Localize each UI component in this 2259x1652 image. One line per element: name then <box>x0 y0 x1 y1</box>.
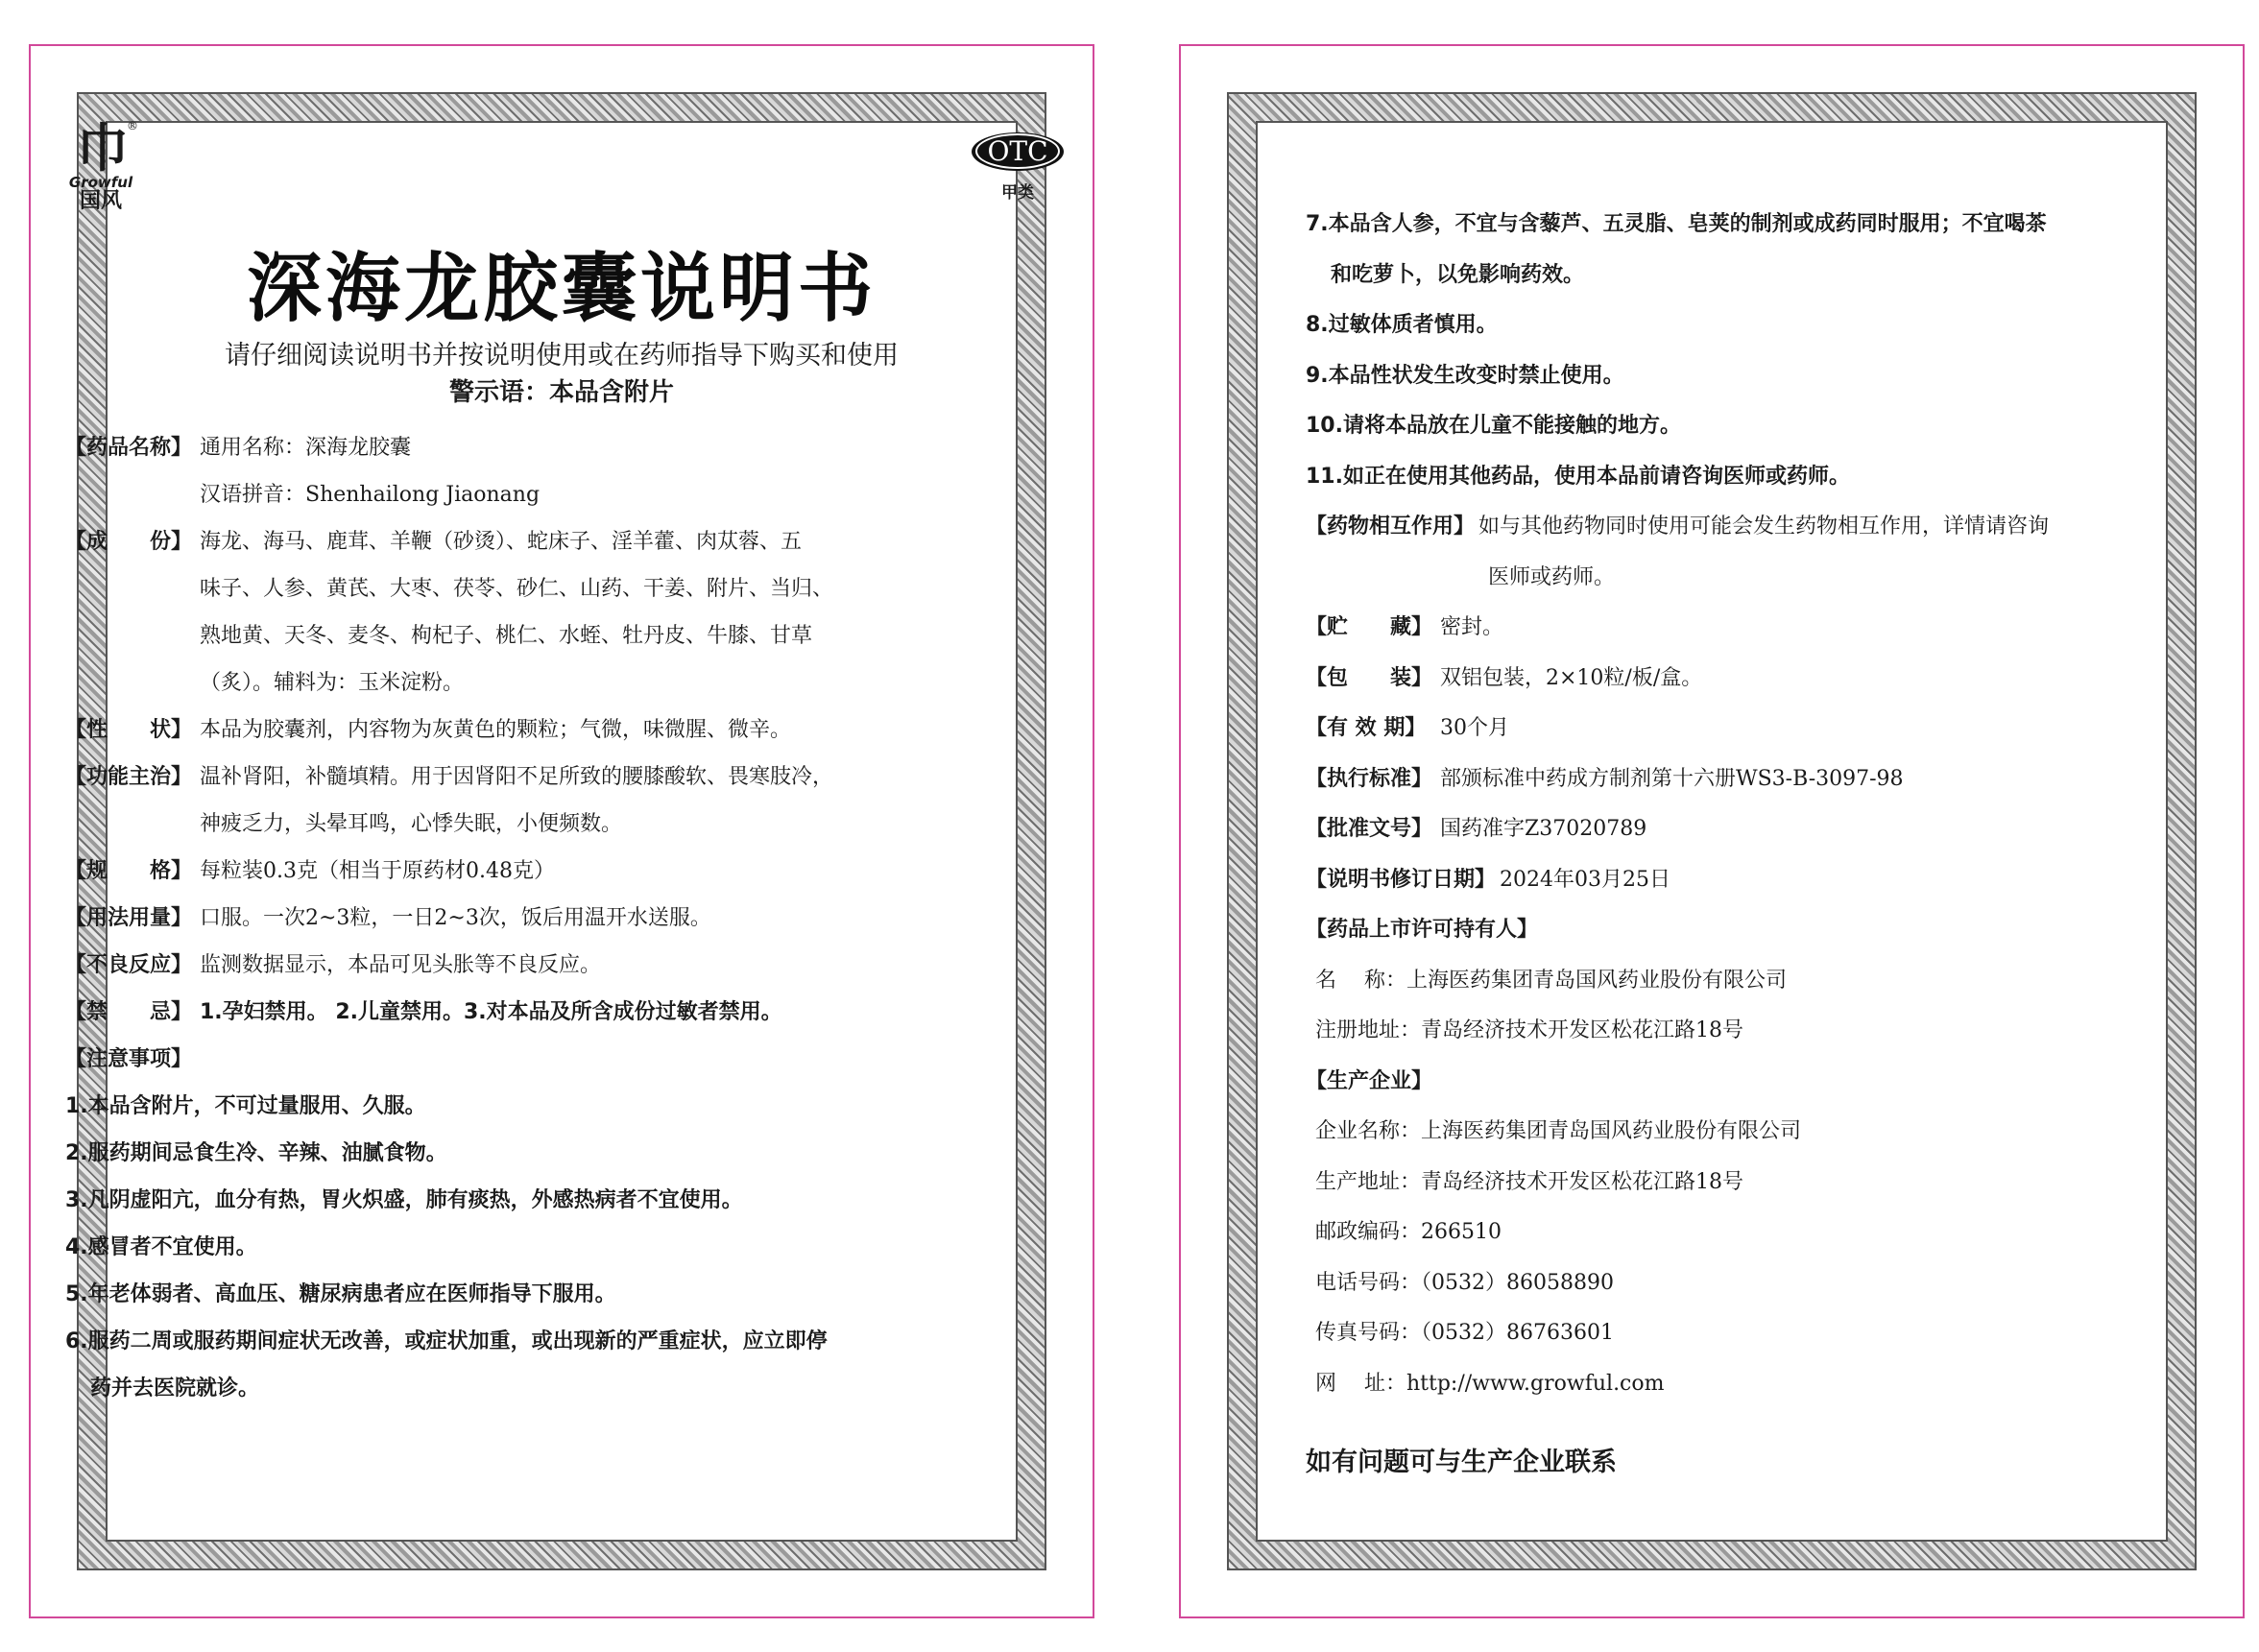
revision-row <box>1306 855 2137 906</box>
note-7-line-2: 和吃萝卜，以免影响药效。 <box>1331 262 1585 287</box>
ingredients-label: 【成 份】 <box>65 530 193 554</box>
revision-text: 2024年03月25日 <box>1500 867 1670 892</box>
approval-label: 【批准文号】 <box>1306 817 1433 841</box>
standard-row <box>1306 754 2137 805</box>
drug-pinyin: 汉语拼音：Shenhailong Jiaonang <box>200 483 541 507</box>
character-text: 本品为胶囊剂，内容物为灰黄色的颗粒；气微，味微腥、微辛。 <box>200 718 792 742</box>
interaction-label: 【药物相互作用】 <box>1306 515 1476 539</box>
storage-label: 【贮 藏】 <box>1306 615 1433 639</box>
approval-row <box>1306 804 2137 855</box>
ingredients-line-3: 熟地黄、天冬、麦冬、枸杞子、桃仁、水蛭、牡丹皮、牛膝、甘草 <box>200 624 813 648</box>
maker-name: 企业名称：上海医药集团青岛国风药业股份有限公司 <box>1315 1119 1802 1143</box>
postcode: 邮政编码：266510 <box>1315 1220 1502 1244</box>
note-2: 2.服药期间忌食生冷、辛辣、油腻食物。 <box>65 1141 447 1165</box>
note-1: 1.本品含附片，不可过量服用、久服。 <box>65 1094 426 1118</box>
ingredients-line-1: 海龙、海马、鹿茸、羊鞭（砂烫）、蛇床子、淫羊藿、肉苁蓉、五 <box>200 530 803 554</box>
left-body <box>65 424 1064 1412</box>
interaction-line-2: 医师或药师。 <box>1488 564 1616 589</box>
note-7-line-1: 7.本品含人参，不宜与含藜芦、五灵脂、皂荚的制剂或成药同时服用；不宜喝茶 <box>1306 212 2047 236</box>
spec-row <box>65 848 1064 895</box>
validity-row <box>1306 704 2137 754</box>
note-6-line-1: 6.服药二周或服药期间症状无改善，或症状加重，或出现新的严重症状，应立即停 <box>65 1329 828 1353</box>
usage-text: 口服。一次2~3粒，一日2~3次，饭后用温开水送服。 <box>200 906 711 930</box>
registered-mark: ® <box>127 119 138 132</box>
function-line-1: 温补肾阳，补髓填精。用于因肾阳不足所致的腰膝酸软、畏寒肢冷， <box>200 765 834 789</box>
note-11: 11.如正在使用其他药品，使用本品前请咨询医师或药师。 <box>1306 464 1850 489</box>
note-6-line-2: 药并去医院就诊。 <box>90 1377 260 1401</box>
holder-label: 【药品上市许可持有人】 <box>1306 918 1539 942</box>
phone-number: 电话号码：（0532）86058890 <box>1315 1270 1614 1295</box>
notes-label: 【注意事项】 <box>65 1047 193 1071</box>
maker-label: 【生产企业】 <box>1306 1068 1433 1093</box>
contraindication-row <box>65 989 1064 1036</box>
warning-text: 警示语：本品含附片 <box>448 378 674 407</box>
storage-text: 密封。 <box>1440 615 1504 639</box>
validity-text: 30个月 <box>1440 716 1509 740</box>
package-row <box>1306 654 2137 705</box>
logo-english: Growful <box>68 174 133 191</box>
ingredients-row <box>65 518 1064 565</box>
growful-logo <box>58 118 144 213</box>
function-line-2: 神疲乏力，头晕耳鸣，心悸失眠，小便频数。 <box>200 812 623 836</box>
note-4: 4.感冒者不宜使用。 <box>65 1235 257 1259</box>
approval-text: 国药准字Z37020789 <box>1440 817 1647 841</box>
interaction-line-1: 如与其他药物同时使用可能会发生药物相互作用，详情请咨询 <box>1478 515 2050 539</box>
logo-chinese: 国风 <box>79 189 122 213</box>
otc-oval-icon <box>972 132 1064 171</box>
note-3: 3.凡阴虚阳亢，血分有热，胃火炽盛，肺有痰热，外感热病者不宜使用。 <box>65 1188 743 1212</box>
adverse-row <box>65 942 1064 989</box>
otc-badge <box>970 132 1066 203</box>
drug-common-name: 通用名称：深海龙胶囊 <box>200 436 412 460</box>
otc-class: 甲类 <box>1001 183 1034 203</box>
usage-row <box>65 895 1064 942</box>
logo-mark: 巾 <box>77 118 125 179</box>
note-8: 8.过敏体质者慎用。 <box>1306 313 1498 337</box>
ingredients-line-2: 味子、人参、黄芪、大枣、茯苓、砂仁、山药、干姜、附片、当归、 <box>200 577 834 601</box>
adverse-text: 监测数据显示，本品可见头胀等不良反应。 <box>200 953 602 977</box>
standard-text: 部颁标准中药成方制剂第十六册WS3-B-3097-98 <box>1440 766 1904 791</box>
note-9: 9.本品性状发生改变时禁止使用。 <box>1306 363 1624 388</box>
website: 网 址：http://www.growful.com <box>1315 1371 1665 1396</box>
contraindication-text: 1.孕妇禁用。 2.儿童禁用。3.对本品及所含成份过敏者禁用。 <box>200 1000 782 1024</box>
drug-name-row <box>65 424 1064 471</box>
character-row <box>65 706 1064 754</box>
contraindication-label: 【禁 忌】 <box>65 1000 193 1024</box>
spec-label: 【规 格】 <box>65 859 193 883</box>
spec-text: 每粒装0.3克（相当于原药材0.48克） <box>200 859 555 883</box>
adverse-label: 【不良反应】 <box>65 953 193 977</box>
fax-number: 传真号码：（0532）86763601 <box>1315 1321 1614 1345</box>
standard-label: 【执行标准】 <box>1306 766 1433 791</box>
leaflet-page-right <box>1179 44 2245 1618</box>
document-title: 深海龙胶囊说明书 <box>246 246 877 332</box>
revision-label: 【说明书修订日期】 <box>1306 867 1497 892</box>
storage-row <box>1306 603 2137 654</box>
function-row <box>65 754 1064 801</box>
drug-name-label: 【药品名称】 <box>65 436 193 460</box>
note-5: 5.年老体弱者、高血压、糖尿病患者应在医师指导下服用。 <box>65 1282 616 1306</box>
character-label: 【性 状】 <box>65 718 193 742</box>
read-instruction: 请仔细阅读说明书并按说明使用或在药师指导下购买和使用 <box>225 341 899 371</box>
interaction-row <box>1306 502 2137 553</box>
usage-label: 【用法用量】 <box>65 906 193 930</box>
leaflet-page-left <box>29 44 1094 1618</box>
holder-address: 注册地址：青岛经济技术开发区松花江路18号 <box>1315 1018 1743 1042</box>
note-10: 10.请将本品放在儿童不能接触的地方。 <box>1306 414 1681 438</box>
validity-label: 【有 效 期】 <box>1306 716 1427 740</box>
package-label: 【包 装】 <box>1306 665 1433 690</box>
holder-name: 名 称：上海医药集团青岛国风药业股份有限公司 <box>1315 968 1787 993</box>
maker-address: 生产地址：青岛经济技术开发区松花江路18号 <box>1315 1169 1743 1194</box>
ingredients-line-4: （炙）。辅料为：玉米淀粉。 <box>200 671 465 695</box>
package-text: 双铝包装，2×10粒/板/盒。 <box>1440 665 1703 690</box>
contact-footer: 如有问题可与生产企业联系 <box>1306 1448 1617 1477</box>
right-body <box>1306 200 2137 1489</box>
otc-label: OTC <box>975 133 1059 169</box>
function-label: 【功能主治】 <box>65 765 193 789</box>
